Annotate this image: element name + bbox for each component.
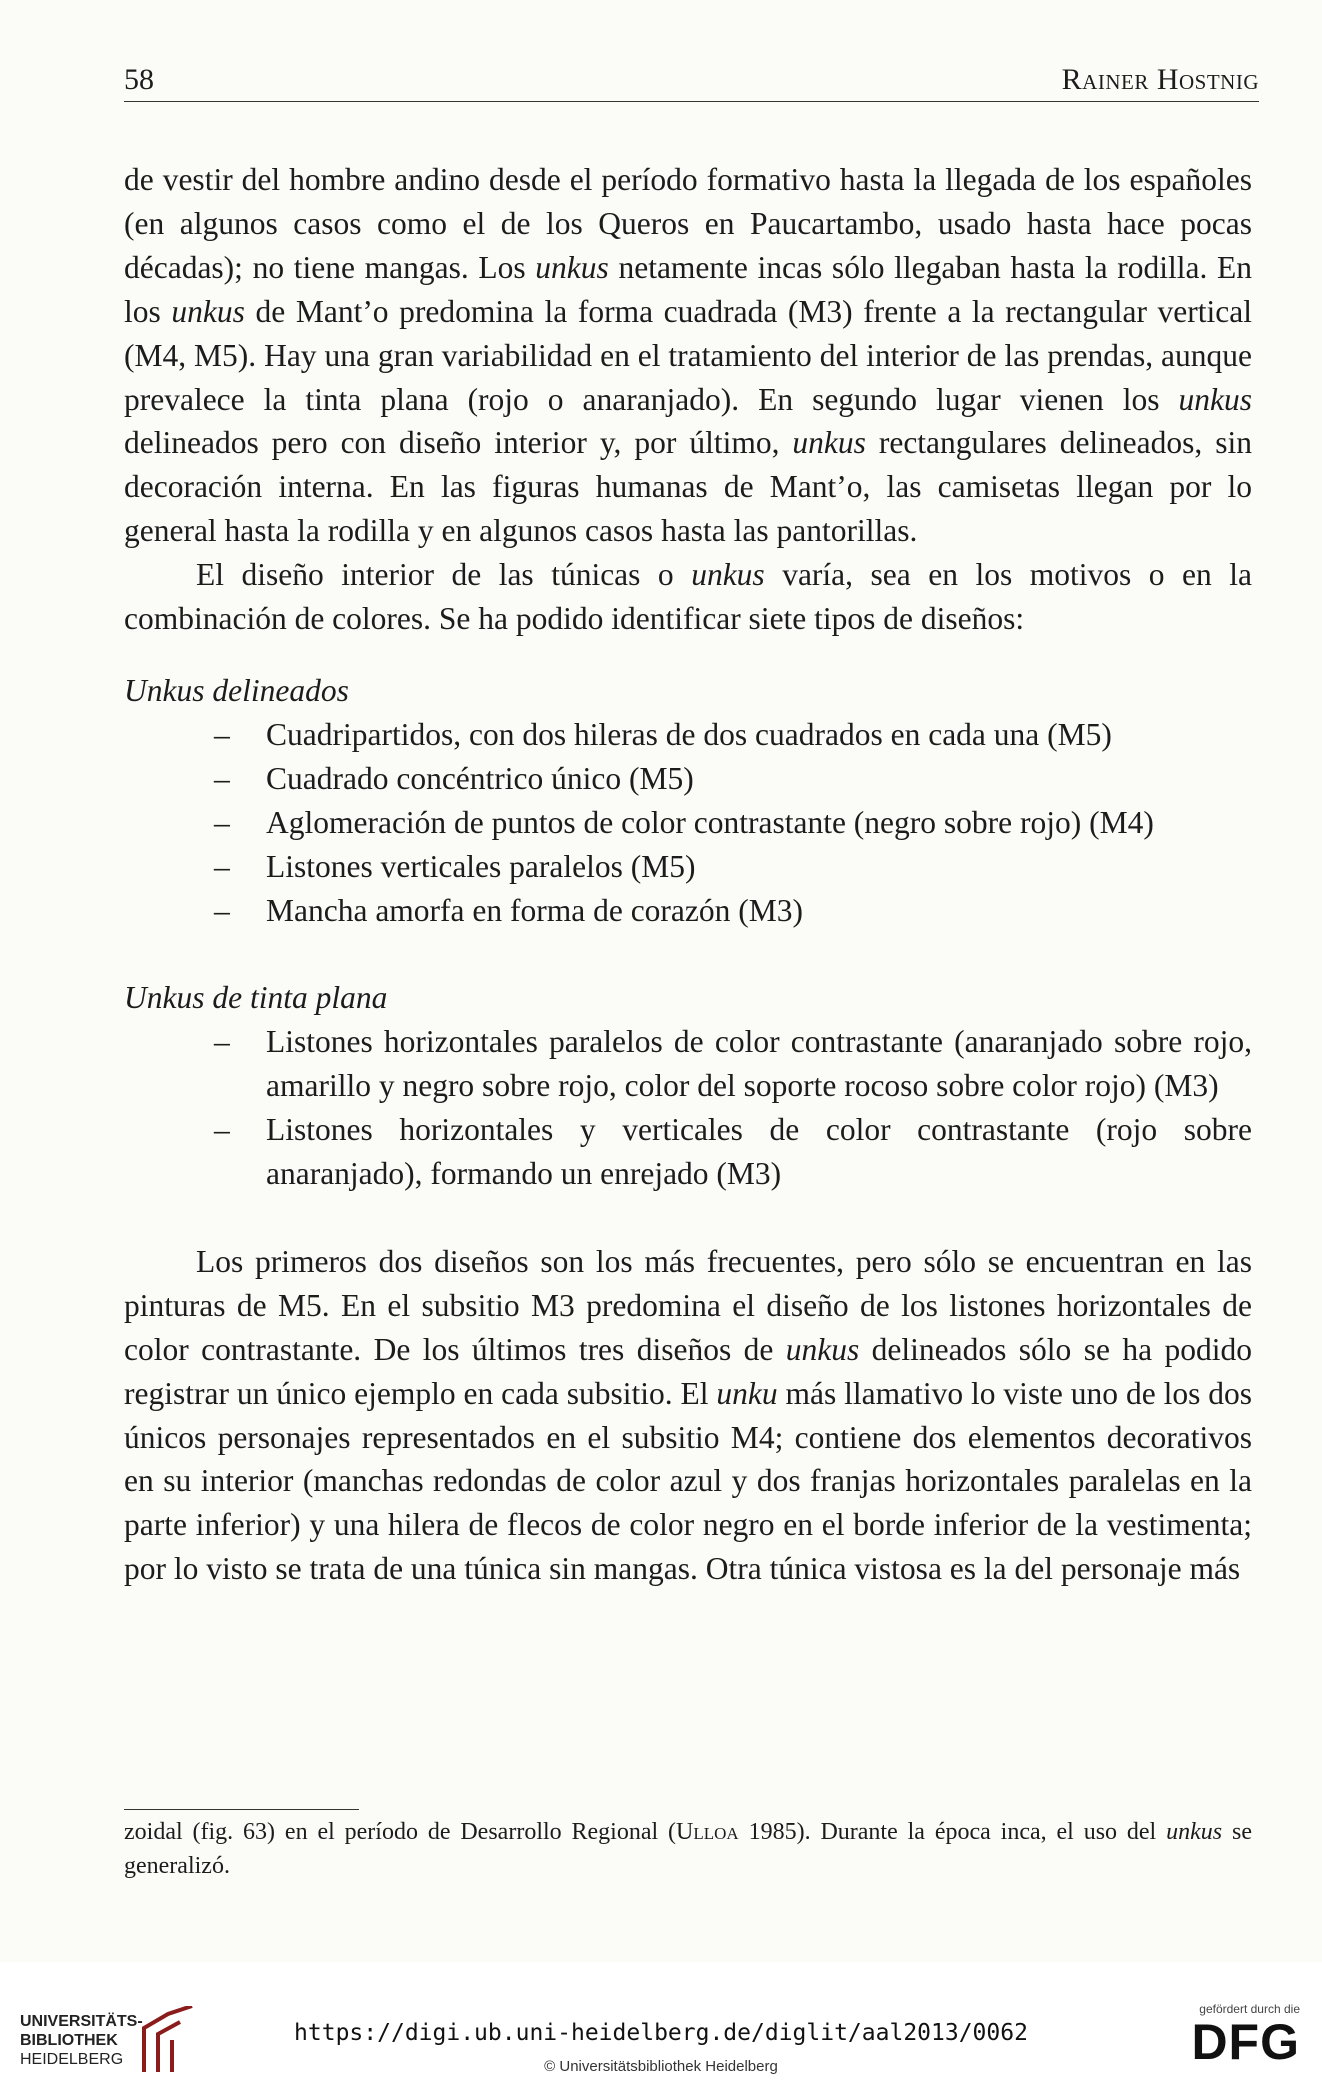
list-item	[124, 801, 1252, 845]
list-item-text: Listones horizontales y verticales de color contrastante (rojo sobre anaranjado), formando un enrejado (M3)	[266, 1112, 1252, 1192]
text-run: 1985). Durante la época inca, el uso del	[738, 1819, 1167, 1845]
list-dash: –	[214, 1024, 230, 1060]
list-item	[124, 757, 1252, 801]
list-item	[124, 1020, 1252, 1108]
text-run: rectangulares delineados, sin decoración interna. En las figuras humanas de Mant’o, las camisetas llegan por lo general hasta la rodilla y en algunos casos hasta las pantorillas.	[124, 425, 1252, 549]
library-name: UNIVERSITÄTS- BIBLIOTHEK HEIDELBERG	[20, 2013, 143, 2068]
text-run: delineados pero con diseño interior y, por último,	[124, 425, 793, 461]
running-head	[124, 62, 1259, 102]
list-item	[124, 889, 1252, 933]
italic-term: unku	[716, 1375, 778, 1411]
copyright-notice: © Universitätsbibliothek Heidelberg	[544, 2058, 778, 2075]
list-item-text: Cuadrado concéntrico único (M5)	[266, 760, 694, 796]
text-run: se generalizó.	[124, 1819, 1252, 1879]
list-delineados	[124, 713, 1252, 933]
italic-term: unkus	[1166, 1819, 1223, 1845]
list-dash: –	[214, 848, 230, 884]
list-dash: –	[214, 1112, 230, 1148]
author-citation: Ulloa	[676, 1819, 739, 1845]
list-item-text: Listones verticales paralelos (M5)	[266, 848, 696, 884]
italic-term: unkus	[691, 557, 765, 593]
list-item-text: Aglomeración de puntos de color contrastante (negro sobre rojo) (M4)	[266, 804, 1154, 840]
footnote-text	[124, 1815, 1252, 1883]
permalink-url[interactable]: https://digi.ub.uni-heidelberg.de/diglit/aal2013/0062	[294, 2020, 1028, 2046]
text-run: delineados sólo se ha podido registrar un único ejemplo en cada subsitio. El	[124, 1331, 1252, 1411]
text-run: varía, sea en los motivos o en la combinación de colores. Se ha podido identificar siete tipos de diseños:	[124, 557, 1252, 637]
text-run: El diseño interior de las túnicas o	[196, 557, 692, 593]
list-dash: –	[214, 716, 230, 752]
running-author: Rainer Hostnig	[1061, 63, 1259, 96]
text-run: zoidal (fig. 63) en el período de Desarrollo Regional (	[124, 1819, 677, 1845]
text-run: más llamativo lo viste uno de los dos únicos personajes representados en el subsitio M4; contiene dos elementos decorativos en su interior (manchas redondas de color azul y dos franjas horizontales paralelas en la parte inferior) y una hilera de flecos de color negro en el borde inferior de la vestimenta; por lo visto se trata de una túnica sin mangas. Otra túnica vistosa es la del personaje más	[124, 1375, 1252, 1587]
italic-term: unkus	[535, 249, 609, 285]
section-heading-tinta-plana: Unkus de tinta plana	[124, 980, 388, 1016]
funded-by-label: gefördert durch die	[1199, 2002, 1300, 2016]
page-number: 58	[124, 63, 154, 96]
list-dash: –	[214, 892, 230, 928]
section-heading-delineados: Unkus delineados	[124, 672, 349, 708]
footnote-rule	[124, 1809, 359, 1810]
text-run: Los primeros dos diseños son los más frecuentes, pero sólo se encuentran en las pinturas de M5. En el subsitio M3 predomina el diseño de los listones horizontales de color contrastante. De los últimos tres diseños de	[124, 1243, 1252, 1367]
italic-term: unkus	[171, 293, 245, 329]
dfg-logo: DFG	[1191, 2014, 1300, 2070]
paragraph-3	[124, 1240, 1252, 1591]
list-item	[124, 845, 1252, 889]
list-item-text: Listones horizontales paralelos de color contrastante (anaranjado sobre rojo, amarillo y negro sobre rojo, color del soporte rocoso sobre color rojo) (M3)	[266, 1024, 1252, 1104]
italic-term: unkus	[792, 425, 866, 461]
list-item	[124, 1108, 1252, 1196]
text-run: netamente incas sólo llegaban hasta la rodilla. En los	[124, 249, 1252, 329]
list-item-text: Mancha amorfa en forma de corazón (M3)	[266, 892, 803, 928]
footnote	[124, 1815, 1252, 1883]
paragraph-2	[124, 553, 1252, 641]
list-item-text: Cuadripartidos, con dos hileras de dos cuadrados en cada una (M5)	[266, 716, 1112, 752]
italic-term: unkus	[785, 1331, 860, 1367]
list-tinta-plana	[124, 1020, 1252, 1196]
paragraph-1	[124, 158, 1252, 553]
text-run: de vestir del hombre andino desde el período formativo hasta la llegada de los españoles (en algunos casos como el de los Queros en Paucartambo, usado hasta hace pocas décadas); no tiene mangas. Los	[124, 162, 1252, 285]
funder-block	[1182, 2002, 1300, 2068]
list-item	[124, 713, 1252, 757]
text-run: de Mant’o predomina la forma cuadrada (M3) frente a la rectangular vertical (M4, M5). Hay una gran variabilidad en el tratamiento del interior de las prendas, aunque prevalece la tinta plana (rojo o anaranjado). En segundo lugar vienen los	[124, 293, 1252, 417]
list-dash: –	[214, 804, 230, 840]
list-dash: –	[214, 760, 230, 796]
italic-term: unkus	[1178, 381, 1252, 417]
body-text	[124, 158, 1252, 1591]
